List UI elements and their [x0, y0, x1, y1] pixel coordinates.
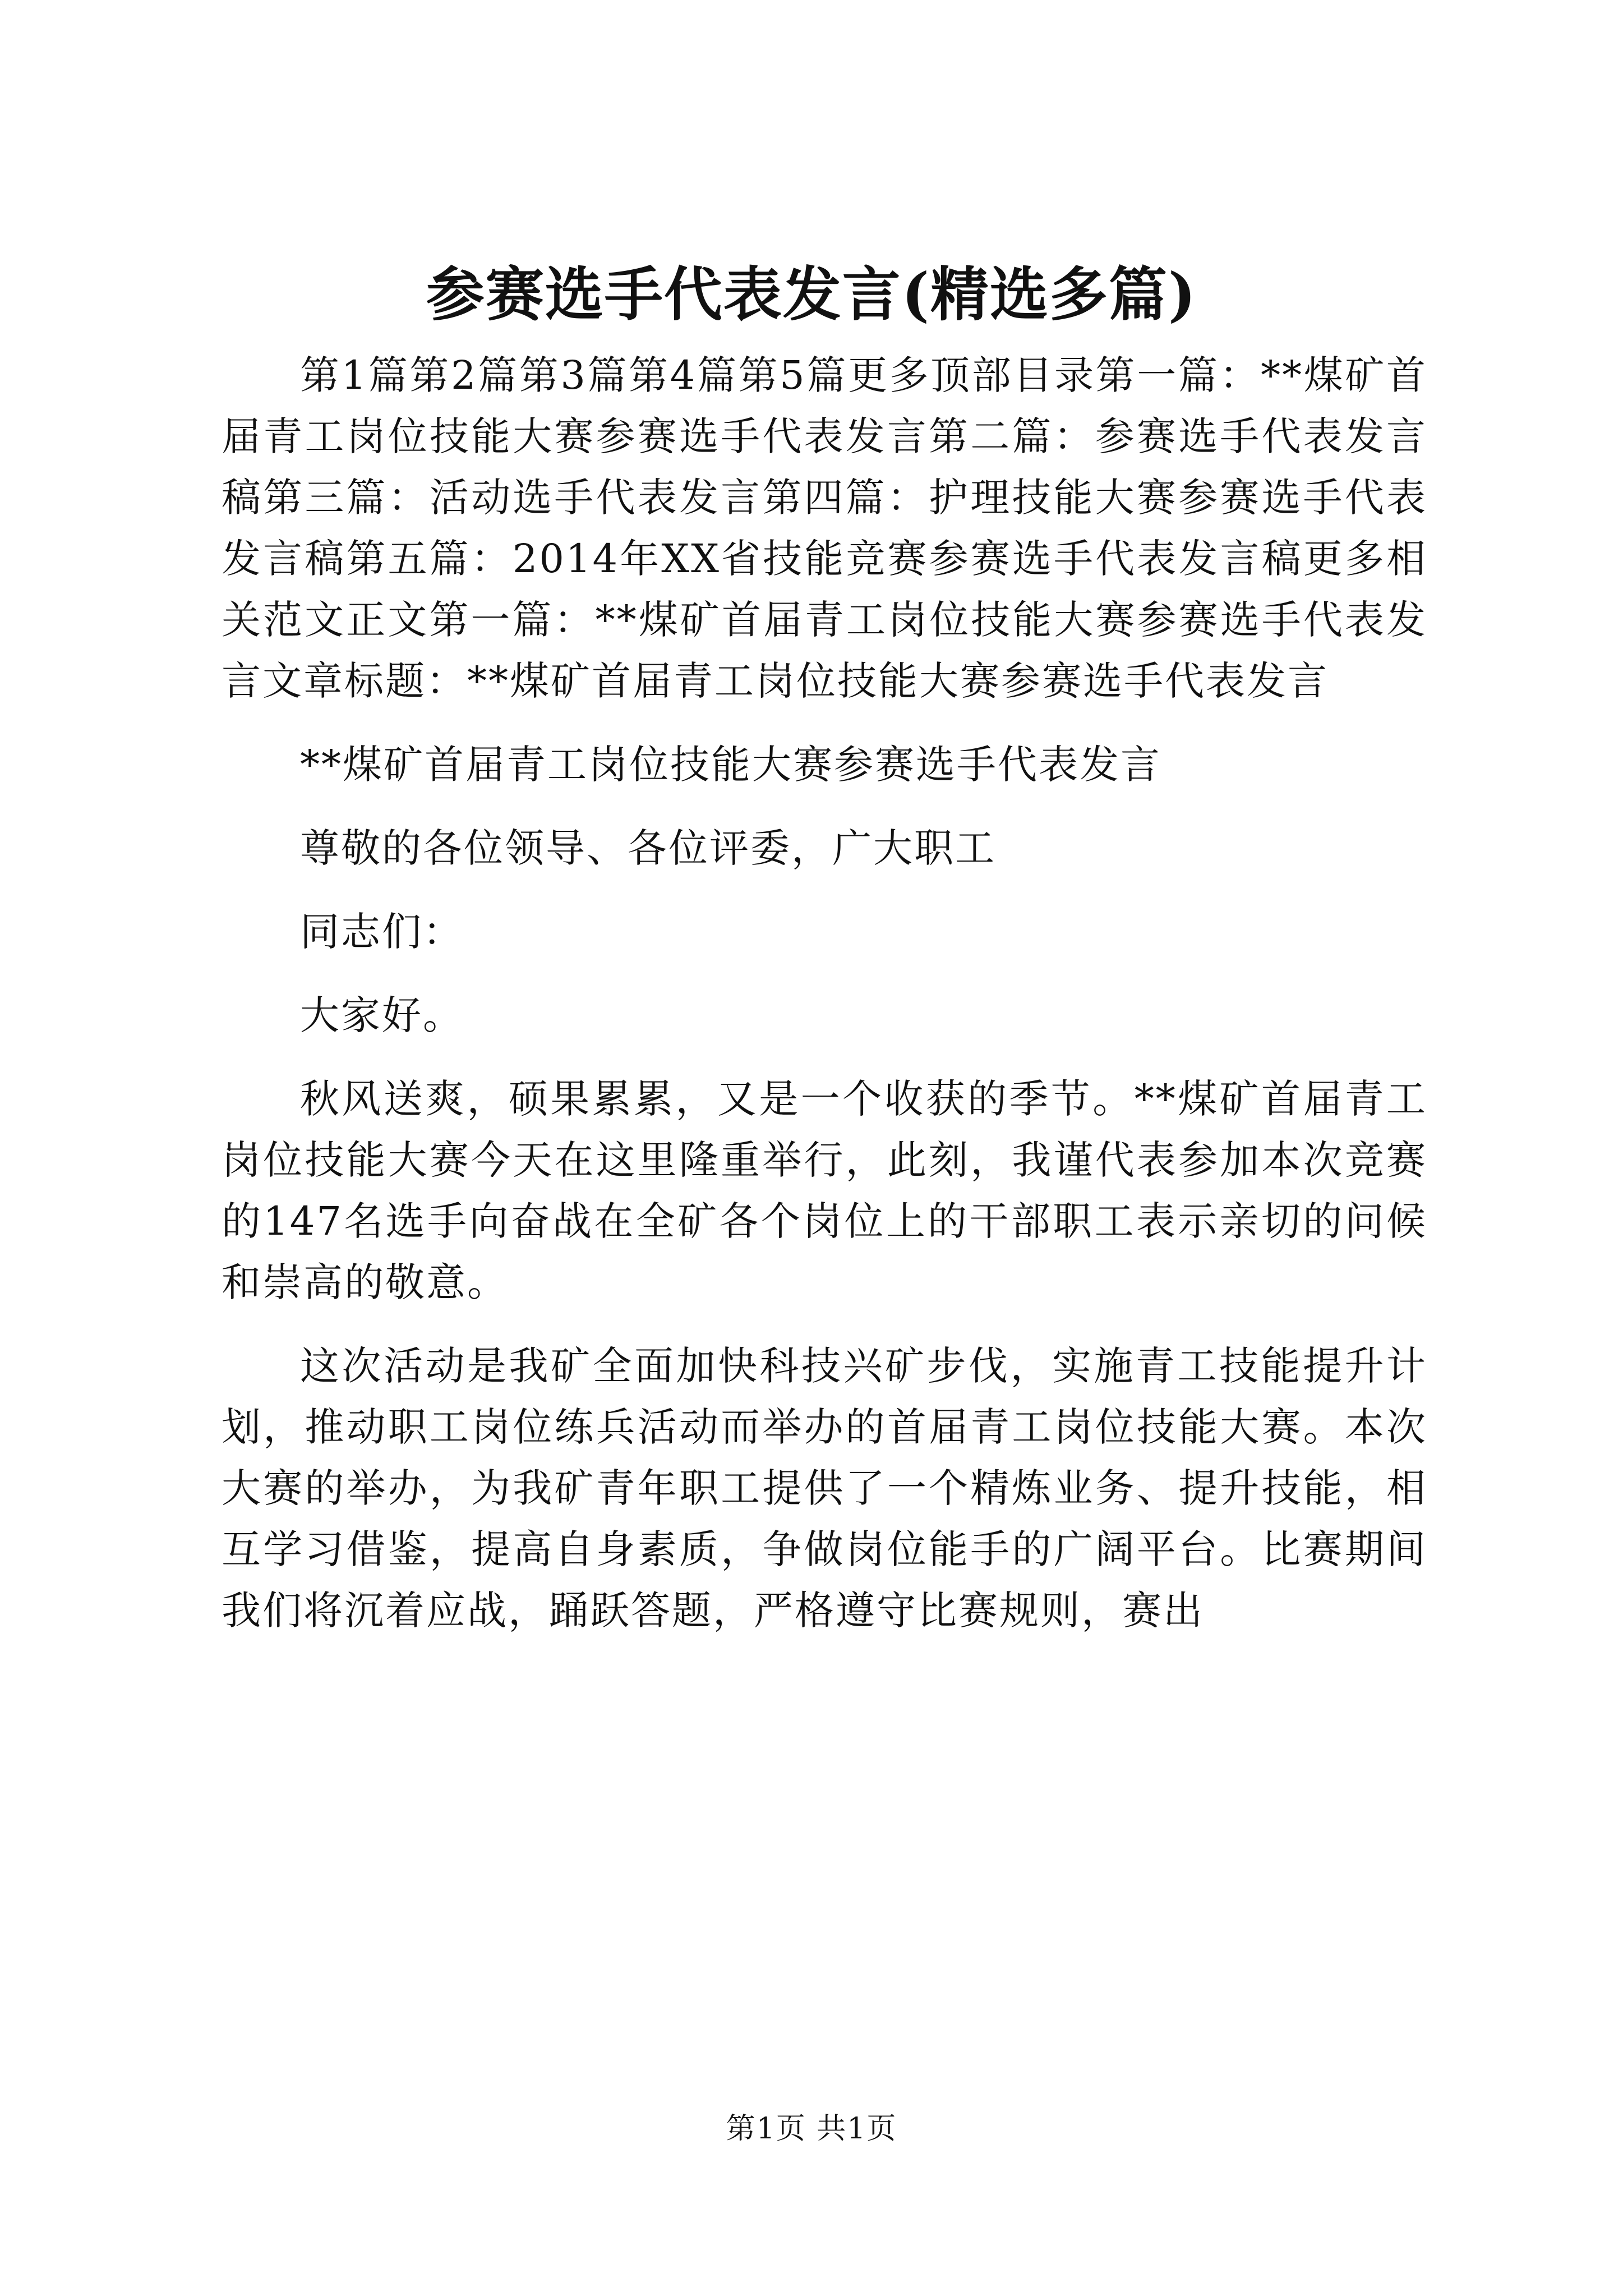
document-body	[222, 345, 1427, 1664]
paragraph-salutation: 尊敬的各位领导、各位评委，广大职工	[300, 825, 996, 871]
paragraph-comrades: 同志们：	[300, 909, 464, 955]
paragraph-heading: **煤矿首届青工岗位技能大赛参赛选手代表发言	[300, 742, 1161, 788]
paragraph-body-1: 秋风送爽，硕果累累，又是一个收获的季节。**煤矿首届青工岗位技能大赛今天在这里隆重举行，此刻，我谨代表参加本次竞赛的147名选手向奋战在全矿各个岗位上的干部职工表示亲切的问候和崇高的敬意。	[222, 1076, 1427, 1305]
page-footer: 第1页 共1页	[726, 2112, 897, 2146]
paragraph-body-2: 这次活动是我矿全面加快科技兴矿步伐，实施青工技能提升计划，推动职工岗位练兵活动而举办的首届青工岗位技能大赛。本次大赛的举办，为我矿青年职工提供了一个精炼业务、提升技能，相互学习借鉴，提高自身素质，争做岗位能手的广阔平台。比赛期间我们将沉着应战，踊跃答题，严格遵守比赛规则，赛出	[222, 1343, 1427, 1634]
paragraph-toc: 第1篇第2篇第3篇第4篇第5篇更多顶部目录第一篇：**煤矿首届青工岗位技能大赛参赛选手代表发言第二篇：参赛选手代表发言稿第三篇：活动选手代表发言第四篇：护理技能大赛参赛选手代表发言稿第五篇：2014年XX省技能竞赛参赛选手代表发言稿更多相关范文正文第一篇：**煤矿首届青工岗位技能大赛参赛选手代表发言文章标题：**煤矿首届青工岗位技能大赛参赛选手代表发言	[222, 352, 1427, 704]
document-title: 参赛选手代表发言(精选多篇)	[426, 260, 1197, 329]
paragraph-greeting: 大家好。	[300, 992, 464, 1038]
